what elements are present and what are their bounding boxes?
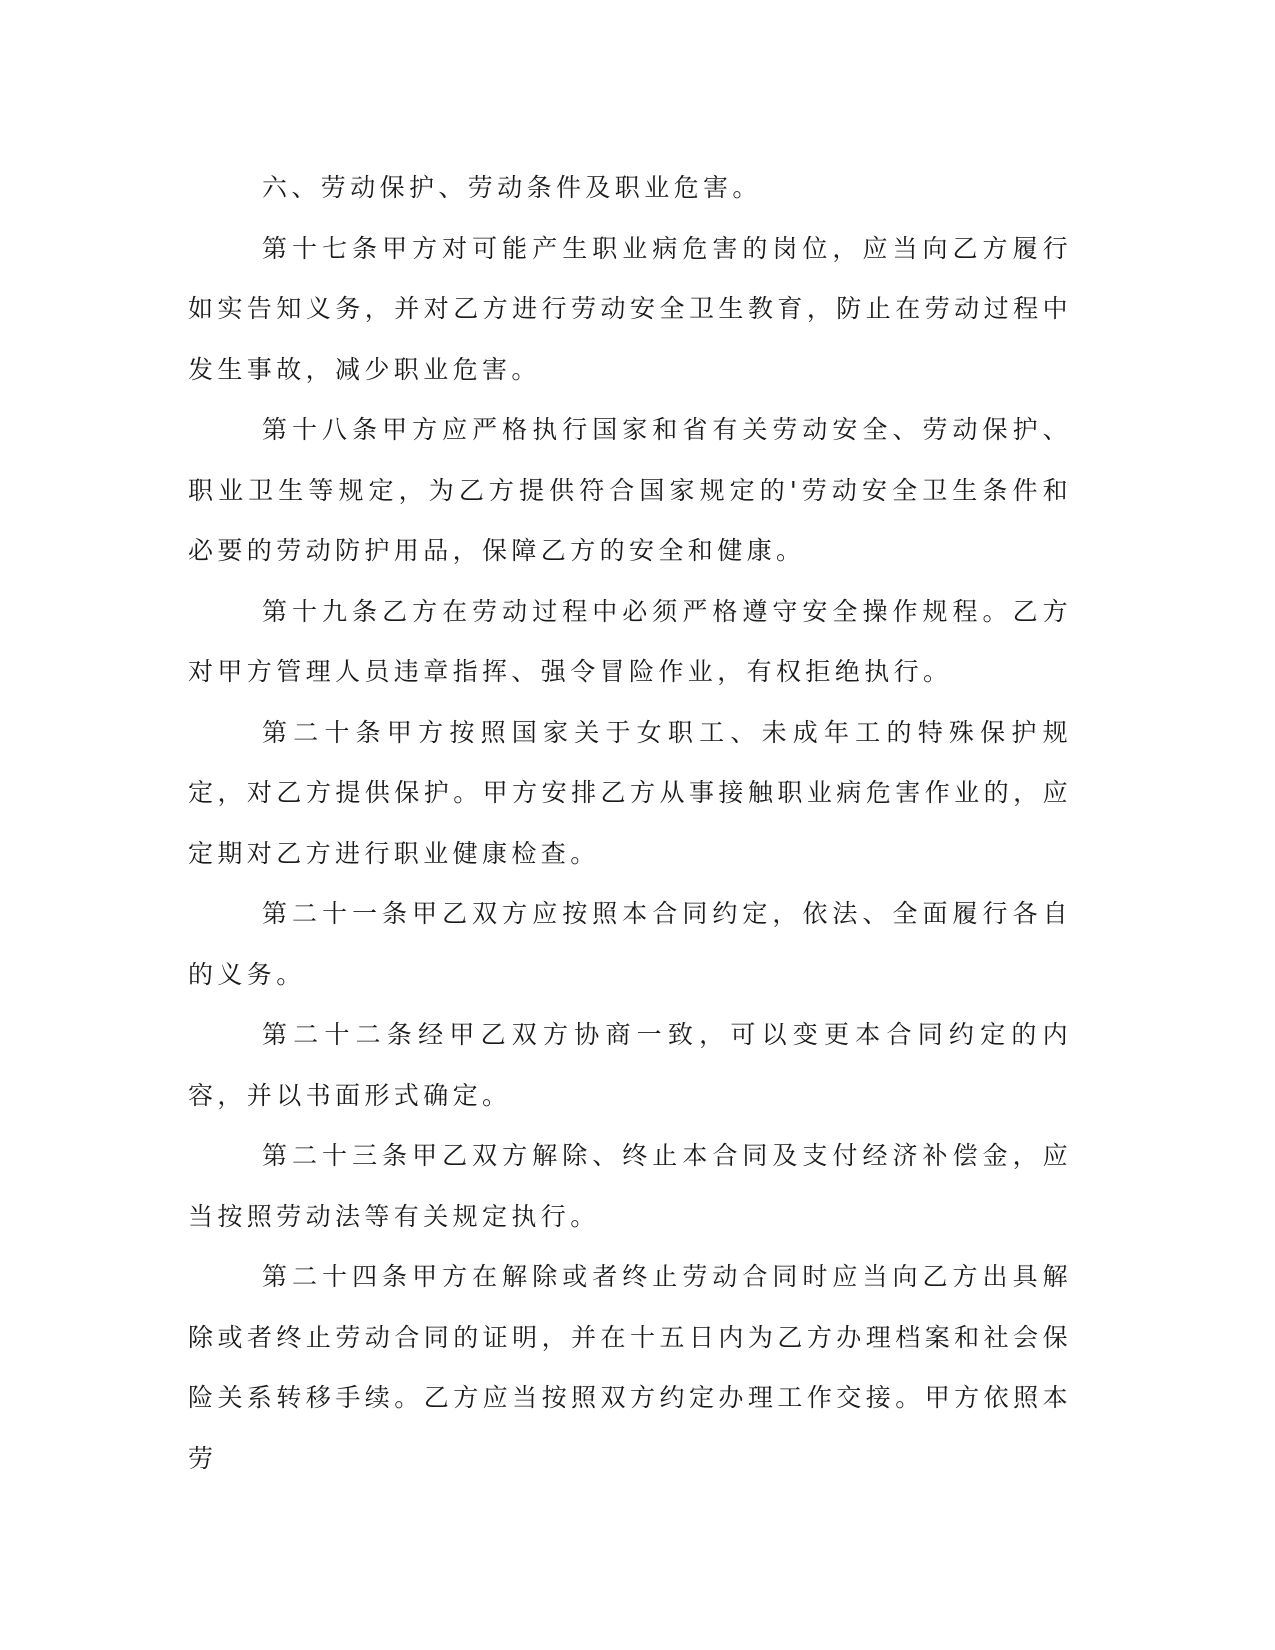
document-body — [188, 158, 1072, 1489]
article-21-paragraph: 第二十一条甲乙双方应按照本合同约定，依法、全面履行各自的义务。 — [188, 899, 1072, 989]
article-18-paragraph: 第十八条甲方应严格执行国家和省有关劳动安全、劳动保护、职业卫生等规定，为乙方提供符合国家规定的'劳动安全卫生条件和必要的劳动防护用品，保障乙方的安全和健康。 — [188, 415, 1072, 565]
article-23-paragraph: 第二十三条甲乙双方解除、终止本合同及支付经济补偿金，应当按照劳动法等有关规定执行。 — [188, 1141, 1072, 1231]
article-24-paragraph: 第二十四条甲方在解除或者终止劳动合同时应当向乙方出具解除或者终止劳动合同的证明，并在十五日内为乙方办理档案和社会保险关系转移手续。乙方应当按照双方约定办理工作交接。甲方依照本劳 — [188, 1262, 1072, 1473]
article-17-paragraph: 第十七条甲方对可能产生职业病危害的岗位，应当向乙方履行如实告知义务，并对乙方进行劳动安全卫生教育，防止在劳动过程中发生事故，减少职业危害。 — [188, 233, 1072, 384]
article-22-paragraph: 第二十二条经甲乙双方协商一致，可以变更本合同约定的内容，并以书面形式确定。 — [188, 1020, 1072, 1110]
article-20-paragraph: 第二十条甲方按照国家关于女职工、未成年工的特殊保护规定，对乙方提供保护。甲方安排乙方从事接触职业病危害作业的，应定期对乙方进行职业健康检查。 — [188, 717, 1072, 868]
article-19-paragraph: 第十九条乙方在劳动过程中必须严格遵守安全操作规程。乙方对甲方管理人员违章指挥、强令冒险作业，有权拒绝执行。 — [188, 596, 1072, 686]
section-heading-labor-protection: 六、劳动保护、劳动条件及职业危害。 — [262, 173, 762, 202]
